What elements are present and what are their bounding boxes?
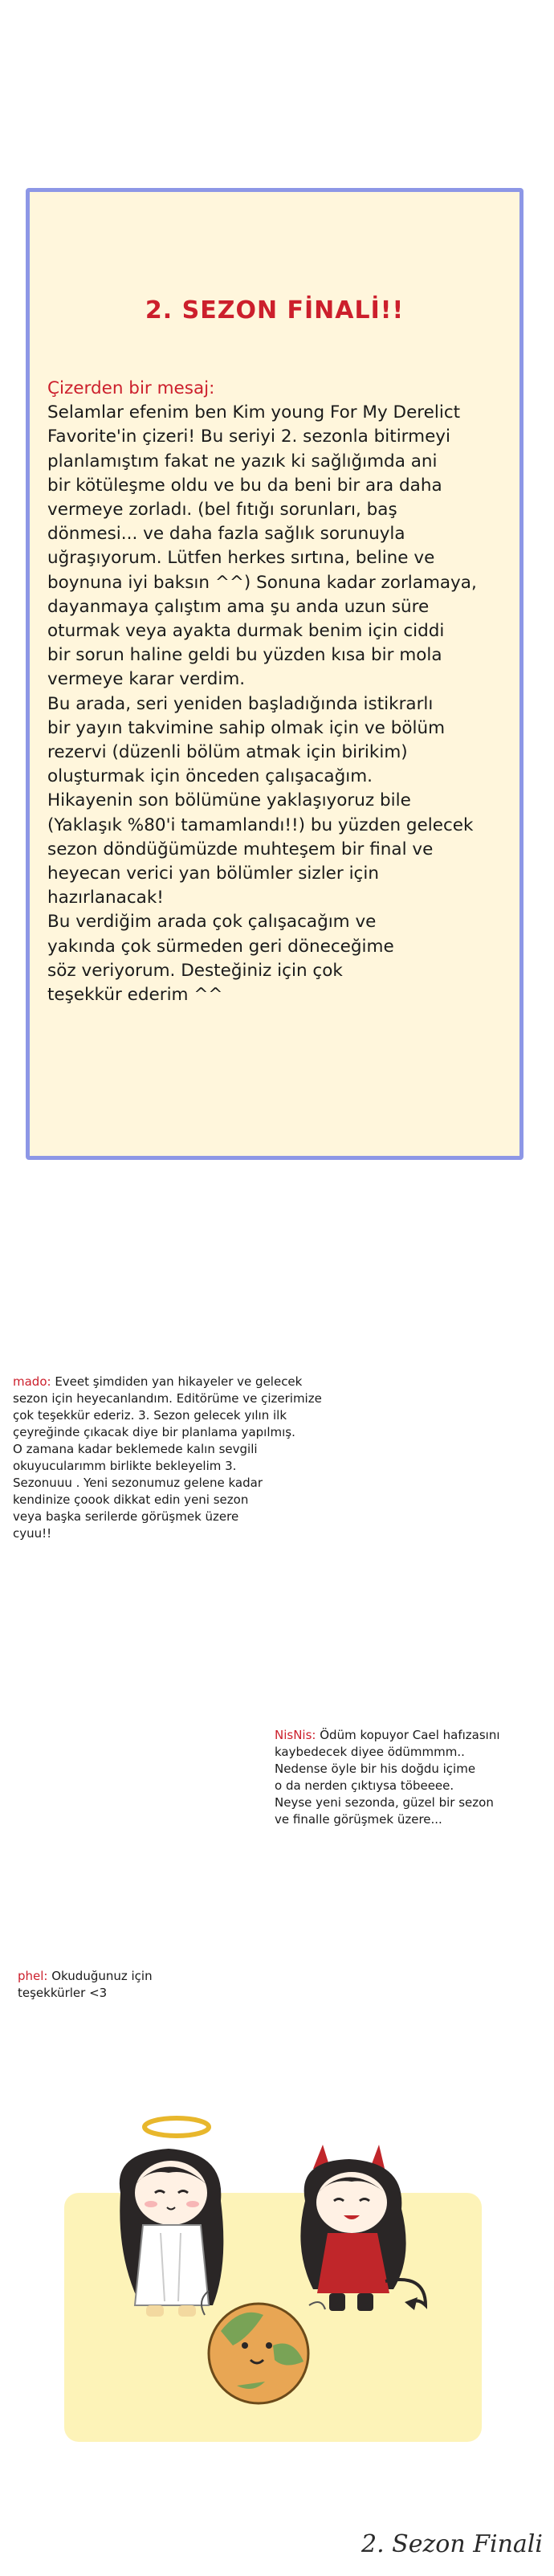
angel-character — [120, 2118, 224, 2317]
notice-paragraph-3: Bu verdiğim arada çok çalışacağım ve yakında çok sürmeden geri döneceğime söz veriyorum. Desteğiniz için çok teşekkür ederim ^^ — [47, 912, 394, 1006]
season-finale-notice — [26, 188, 523, 1160]
notice-paragraph-1: Selamlar efenim ben Kim young For My Derelict Favorite'in çizeri! Bu seriyi 2. sezonla bitirmeyi planlamıştım fakat ne yazık ki sağlığımda ani bir kötüleşme oldu ve bu da beni bir ara daha vermeye zorladı. (bel fıtığı sorunları, baş dönmesi... ve daha fazla sağlık sorunuyla uğraşıyorum. Lütfen herkes sırtına, beline ve boynuna iyi baksın ^^) Sonuna kadar zorlamaya, dayanmaya çalıştım ama şu anda uzun süre oturmak veya ayakta durmak benim için ciddi bir sorun haline geldi bu yüzden kısa bir mola vermeye karar verdim. — [47, 402, 477, 690]
note-text-phel: Okuduğunuz için teşekkürler <3 — [18, 1969, 153, 2000]
notice-heading: Çizerden bir mesaj: — [47, 378, 215, 398]
season-finale-footer-title: 2. Sezon Finali — [361, 2530, 543, 2558]
translator-note-nisnis — [275, 1727, 548, 1828]
translator-note-phel — [18, 1968, 226, 2002]
halo-icon — [145, 2118, 209, 2136]
note-author-phel: phel: — [18, 1969, 48, 1983]
note-text-mado: Eveet şimdiden yan hikayeler ve gelecek sezon için heyecanlandım. Editörüme ve çizerimize çok teşekkür ederiz. 3. Sezon gelecek yılın ilk çeyreğinde çıkacak diye bir planlama yapılmış. O zamana kadar beklemede kalın sevgili okuyucularımm birlikte bekleyelim 3. Sezonuuu . Yeni sezonumuz gelene kadar kendinize çoook dikkat edin yeni sezon veya başka serilerde görüşmek üzere cyuu!! — [13, 1374, 322, 1541]
translator-note-mado — [13, 1374, 366, 1542]
note-author-nisnis: NisNis: — [275, 1728, 316, 1742]
chibi-characters-illustration — [48, 2104, 498, 2458]
note-author-mado: mado: — [13, 1374, 51, 1389]
notice-body — [47, 377, 487, 1007]
notice-title: 2. SEZON FİNALİ!! — [145, 296, 405, 325]
notice-paragraph-2: Bu arada, seri yeniden başladığında istikrarlı bir yayın takvimine sahip olmak için ve bölüm rezervi (düzenli bölüm atmak için birikim) oluşturmak için önceden çalışacağım. Hikayenin son bölümüne yaklaşıyoruz bile (Yaklaşık %80'i tamamlandı!!) bu yüzden gelecek sezon döndüğümüzde muhteşem bir final ve heyecan verici yan bölümler sizler için hazırlanacak! — [47, 693, 474, 908]
note-text-nisnis: Ödüm kopuyor Cael hafızasını kaybedecek diyee ödümmmm.. Nedense öyle bir his doğdu içime o da nerden çıktıysa töbeeee. Neyse yeni sezonda, güzel bir sezon ve finalle görüşmek üzere... — [275, 1728, 500, 1827]
